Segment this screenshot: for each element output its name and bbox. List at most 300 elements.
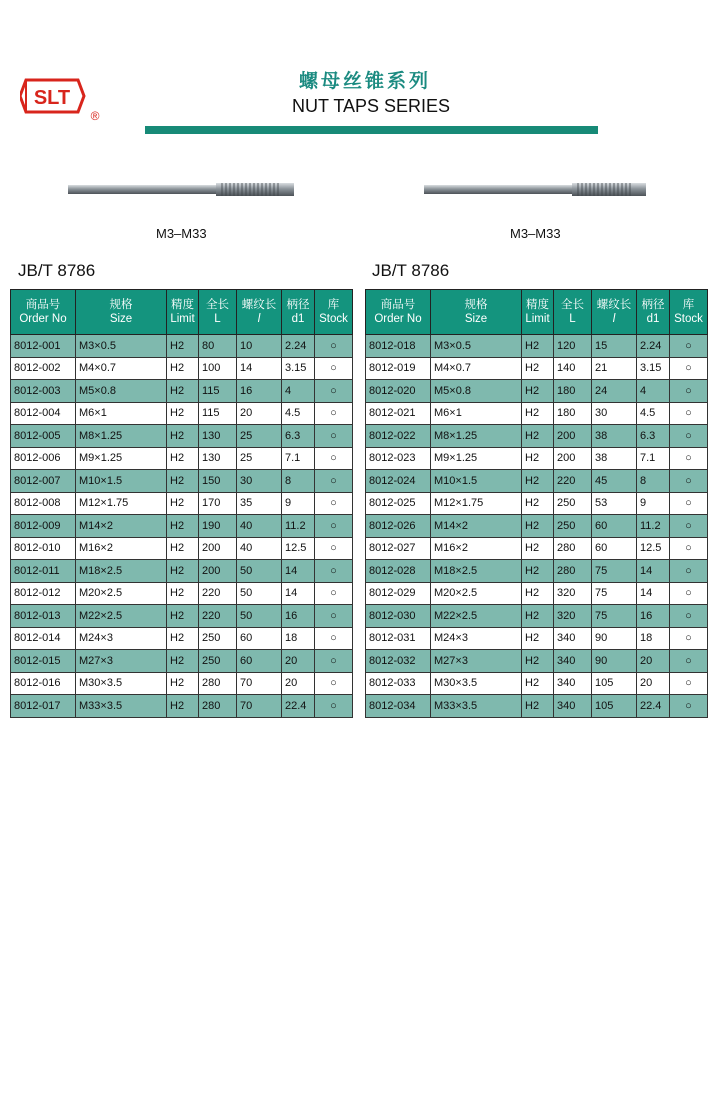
cell-limit: H2 <box>167 335 199 358</box>
header-en-label: Stock <box>319 313 348 325</box>
cell-shank-dia: 2.24 <box>637 335 670 358</box>
cell-thread-length: 60 <box>237 650 282 673</box>
cell-stock: ○ <box>315 537 353 560</box>
header-cn-label: 商品号 <box>380 299 416 311</box>
cell-limit: H2 <box>167 470 199 493</box>
cell-order-no: 8012-012 <box>11 582 76 605</box>
cell-length: 340 <box>554 672 592 695</box>
header-en-label: L <box>569 313 576 325</box>
cell-size: M10×1.5 <box>431 470 522 493</box>
cell-length: 180 <box>554 402 592 425</box>
cell-length: 100 <box>199 357 237 380</box>
table-row <box>11 537 353 560</box>
cell-thread-length: 45 <box>592 470 637 493</box>
cell-stock: ○ <box>670 492 708 515</box>
header-cn-label: 精度 <box>171 299 194 311</box>
cell-length: 190 <box>199 515 237 538</box>
cell-length: 130 <box>199 447 237 470</box>
header-order-no <box>11 290 76 335</box>
cell-stock: ○ <box>315 335 353 358</box>
cell-limit: H2 <box>522 695 554 718</box>
cell-order-no: 8012-018 <box>366 335 431 358</box>
header-en-label: Stock <box>674 313 703 325</box>
header-length <box>199 290 237 335</box>
cell-limit: H2 <box>522 470 554 493</box>
cell-length: 320 <box>554 582 592 605</box>
cell-order-no: 8012-019 <box>366 357 431 380</box>
table-row <box>11 582 353 605</box>
cell-shank-dia: 2.24 <box>282 335 315 358</box>
title-underline-bar <box>145 126 598 134</box>
cell-limit: H2 <box>522 380 554 403</box>
cell-shank-dia: 12.5 <box>637 537 670 560</box>
cell-order-no: 8012-021 <box>366 402 431 425</box>
table-row <box>366 582 708 605</box>
cell-size: M3×0.5 <box>76 335 167 358</box>
cell-limit: H2 <box>522 425 554 448</box>
size-range-left: M3–M33 <box>156 226 207 241</box>
cell-thread-length: 14 <box>237 357 282 380</box>
cell-size: M22×2.5 <box>76 605 167 628</box>
header-en-label: d1 <box>646 313 660 325</box>
cell-stock: ○ <box>315 695 353 718</box>
cell-limit: H2 <box>167 537 199 560</box>
cell-thread-length: 25 <box>237 447 282 470</box>
cell-thread-length: 30 <box>592 402 637 425</box>
cell-size: M5×0.8 <box>431 380 522 403</box>
cell-thread-length: 15 <box>592 335 637 358</box>
cell-size: M16×2 <box>76 537 167 560</box>
cell-limit: H2 <box>167 515 199 538</box>
cell-thread-length: 60 <box>237 627 282 650</box>
cell-limit: H2 <box>167 492 199 515</box>
table-row <box>366 335 708 358</box>
cell-stock: ○ <box>315 672 353 695</box>
cell-shank-dia: 3.15 <box>637 357 670 380</box>
cell-size: M6×1 <box>76 402 167 425</box>
cell-thread-length: 30 <box>237 470 282 493</box>
cell-thread-length: 75 <box>592 560 637 583</box>
table-row <box>366 537 708 560</box>
cell-shank-dia: 6.3 <box>282 425 315 448</box>
cell-thread-length: 50 <box>237 560 282 583</box>
table-row <box>366 560 708 583</box>
cell-length: 280 <box>554 560 592 583</box>
cell-shank-dia: 8 <box>282 470 315 493</box>
cell-thread-length: 53 <box>592 492 637 515</box>
cell-shank-dia: 11.2 <box>282 515 315 538</box>
cell-stock: ○ <box>670 672 708 695</box>
cell-length: 130 <box>199 425 237 448</box>
cell-shank-dia: 6.3 <box>637 425 670 448</box>
cell-order-no: 8012-029 <box>366 582 431 605</box>
table-row <box>11 357 353 380</box>
header-stock <box>670 290 708 335</box>
cell-thread-length: 50 <box>237 582 282 605</box>
page-title-en: NUT TAPS SERIES <box>291 96 451 116</box>
table-row <box>11 605 353 628</box>
cell-order-no: 8012-015 <box>11 650 76 673</box>
cell-size: M24×3 <box>431 627 522 650</box>
cell-shank-dia: 20 <box>282 672 315 695</box>
header-cn-label: 规格 <box>109 299 133 311</box>
cell-thread-length: 25 <box>237 425 282 448</box>
cell-order-no: 8012-025 <box>366 492 431 515</box>
cell-length: 340 <box>554 627 592 650</box>
cell-size: M9×1.25 <box>431 447 522 470</box>
cell-shank-dia: 20 <box>637 650 670 673</box>
cell-shank-dia: 9 <box>637 492 670 515</box>
cell-stock: ○ <box>315 582 353 605</box>
cell-order-no: 8012-030 <box>366 605 431 628</box>
cell-thread-length: 10 <box>237 335 282 358</box>
cell-stock: ○ <box>315 605 353 628</box>
cell-limit: H2 <box>522 515 554 538</box>
cell-stock: ○ <box>315 357 353 380</box>
table-row <box>366 402 708 425</box>
table-row <box>11 470 353 493</box>
cell-limit: H2 <box>167 357 199 380</box>
table-row <box>366 650 708 673</box>
cell-stock: ○ <box>315 515 353 538</box>
cell-stock: ○ <box>670 335 708 358</box>
header-en-label: l <box>612 313 616 325</box>
cell-stock: ○ <box>670 402 708 425</box>
cell-order-no: 8012-032 <box>366 650 431 673</box>
header-en-label: l <box>257 313 261 325</box>
header-limit <box>167 290 199 335</box>
cell-thread-length: 90 <box>592 627 637 650</box>
cell-shank-dia: 9 <box>282 492 315 515</box>
cell-shank-dia: 14 <box>282 582 315 605</box>
header-cn-label: 螺纹长 <box>596 299 632 311</box>
cell-length: 115 <box>199 380 237 403</box>
table-row <box>366 425 708 448</box>
cell-size: M30×3.5 <box>431 672 522 695</box>
table-row <box>366 605 708 628</box>
cell-size: M12×1.75 <box>431 492 522 515</box>
cell-size: M30×3.5 <box>76 672 167 695</box>
cell-length: 250 <box>199 627 237 650</box>
cell-size: M9×1.25 <box>76 447 167 470</box>
cell-thread-length: 75 <box>592 605 637 628</box>
cell-shank-dia: 18 <box>282 627 315 650</box>
standard-label-right: JB/T 8786 <box>372 261 450 280</box>
cell-order-no: 8012-002 <box>11 357 76 380</box>
cell-limit: H2 <box>522 537 554 560</box>
cell-order-no: 8012-004 <box>11 402 76 425</box>
cell-limit: H2 <box>522 582 554 605</box>
cell-length: 280 <box>554 537 592 560</box>
cell-size: M8×1.25 <box>76 425 167 448</box>
cell-length: 220 <box>199 605 237 628</box>
cell-order-no: 8012-033 <box>366 672 431 695</box>
cell-size: M33×3.5 <box>431 695 522 718</box>
cell-limit: H2 <box>522 402 554 425</box>
table-row <box>366 492 708 515</box>
header-thread-length <box>237 290 282 335</box>
cell-size: M16×2 <box>431 537 522 560</box>
table-row <box>11 402 353 425</box>
cell-length: 320 <box>554 605 592 628</box>
header-stock <box>315 290 353 335</box>
cell-shank-dia: 8 <box>637 470 670 493</box>
cell-stock: ○ <box>670 650 708 673</box>
cell-order-no: 8012-016 <box>11 672 76 695</box>
header-en-label: d1 <box>291 313 305 325</box>
cell-stock: ○ <box>670 515 708 538</box>
cell-shank-dia: 12.5 <box>282 537 315 560</box>
header-size <box>431 290 522 335</box>
header-shank-dia <box>282 290 315 335</box>
cell-thread-length: 38 <box>592 425 637 448</box>
header-en-label: Limit <box>525 313 550 325</box>
cell-limit: H2 <box>167 695 199 718</box>
cell-length: 180 <box>554 380 592 403</box>
cell-stock: ○ <box>670 357 708 380</box>
cell-shank-dia: 20 <box>637 672 670 695</box>
table-row <box>366 627 708 650</box>
cell-size: M4×0.7 <box>76 357 167 380</box>
cell-order-no: 8012-020 <box>366 380 431 403</box>
cell-size: M18×2.5 <box>76 560 167 583</box>
cell-shank-dia: 14 <box>637 560 670 583</box>
cell-limit: H2 <box>167 582 199 605</box>
table-row <box>11 695 353 718</box>
table-row <box>11 335 353 358</box>
cell-stock: ○ <box>670 582 708 605</box>
table-row <box>11 425 353 448</box>
cell-size: M8×1.25 <box>431 425 522 448</box>
cell-limit: H2 <box>522 627 554 650</box>
cell-shank-dia: 14 <box>637 582 670 605</box>
cell-limit: H2 <box>522 650 554 673</box>
table-row <box>11 380 353 403</box>
cell-shank-dia: 7.1 <box>282 447 315 470</box>
cell-order-no: 8012-008 <box>11 492 76 515</box>
cell-stock: ○ <box>670 447 708 470</box>
header-en-label: Size <box>464 313 488 325</box>
cell-shank-dia: 22.4 <box>282 695 315 718</box>
header-cn-label: 全长 <box>561 299 584 311</box>
cell-size: M12×1.75 <box>76 492 167 515</box>
cell-stock: ○ <box>315 447 353 470</box>
cell-stock: ○ <box>670 560 708 583</box>
cell-order-no: 8012-005 <box>11 425 76 448</box>
cell-length: 280 <box>199 695 237 718</box>
header-length <box>554 290 592 335</box>
tap-illustration-left <box>66 180 296 200</box>
cell-stock: ○ <box>315 402 353 425</box>
cell-shank-dia: 3.15 <box>282 357 315 380</box>
header-shank-dia <box>637 290 670 335</box>
cell-length: 200 <box>554 447 592 470</box>
table-row <box>11 515 353 538</box>
cell-stock: ○ <box>670 627 708 650</box>
tap-illustration-right <box>422 180 652 200</box>
header-cn-label: 库 <box>327 299 340 311</box>
cell-limit: H2 <box>522 672 554 695</box>
cell-stock: ○ <box>315 560 353 583</box>
cell-order-no: 8012-024 <box>366 470 431 493</box>
logo-text: SLT <box>33 87 71 109</box>
cell-order-no: 8012-001 <box>11 335 76 358</box>
cell-length: 280 <box>199 672 237 695</box>
cell-shank-dia: 4.5 <box>282 402 315 425</box>
table-row <box>366 470 708 493</box>
cell-thread-length: 21 <box>592 357 637 380</box>
cell-length: 200 <box>199 560 237 583</box>
cell-shank-dia: 18 <box>637 627 670 650</box>
cell-stock: ○ <box>315 627 353 650</box>
cell-shank-dia: 11.2 <box>637 515 670 538</box>
cell-thread-length: 70 <box>237 695 282 718</box>
cell-length: 200 <box>554 425 592 448</box>
cell-length: 150 <box>199 470 237 493</box>
header-order-no <box>366 290 431 335</box>
cell-length: 250 <box>554 515 592 538</box>
table-row <box>366 515 708 538</box>
spec-table-right <box>365 289 708 718</box>
cell-order-no: 8012-011 <box>11 560 76 583</box>
header-en-label: L <box>214 313 221 325</box>
cell-shank-dia: 4 <box>282 380 315 403</box>
cell-thread-length: 40 <box>237 515 282 538</box>
table-row <box>11 447 353 470</box>
header-cn-label: 精度 <box>526 299 549 311</box>
cell-length: 120 <box>554 335 592 358</box>
cell-order-no: 8012-006 <box>11 447 76 470</box>
cell-shank-dia: 16 <box>637 605 670 628</box>
cell-order-no: 8012-007 <box>11 470 76 493</box>
cell-thread-length: 20 <box>237 402 282 425</box>
cell-shank-dia: 16 <box>282 605 315 628</box>
cell-size: M33×3.5 <box>76 695 167 718</box>
cell-size: M20×2.5 <box>76 582 167 605</box>
table-row <box>11 650 353 673</box>
header-cn-label: 规格 <box>464 299 488 311</box>
cell-length: 170 <box>199 492 237 515</box>
cell-limit: H2 <box>167 425 199 448</box>
cell-stock: ○ <box>670 425 708 448</box>
cell-limit: H2 <box>522 447 554 470</box>
cell-length: 340 <box>554 695 592 718</box>
cell-limit: H2 <box>522 605 554 628</box>
cell-stock: ○ <box>670 470 708 493</box>
cell-size: M3×0.5 <box>431 335 522 358</box>
header-en-label: Order No <box>374 313 422 325</box>
cell-limit: H2 <box>167 605 199 628</box>
standard-label-left: JB/T 8786 <box>18 261 96 280</box>
cell-size: M27×3 <box>76 650 167 673</box>
cell-stock: ○ <box>315 380 353 403</box>
cell-length: 220 <box>554 470 592 493</box>
cell-thread-length: 38 <box>592 447 637 470</box>
size-range-right: M3–M33 <box>510 226 561 241</box>
cell-thread-length: 16 <box>237 380 282 403</box>
cell-shank-dia: 4 <box>637 380 670 403</box>
cell-size: M20×2.5 <box>431 582 522 605</box>
table-row <box>366 695 708 718</box>
cell-limit: H2 <box>167 627 199 650</box>
cell-limit: H2 <box>167 380 199 403</box>
cell-size: M24×3 <box>76 627 167 650</box>
cell-size: M27×3 <box>431 650 522 673</box>
cell-stock: ○ <box>315 650 353 673</box>
table-row <box>366 672 708 695</box>
table-row <box>11 627 353 650</box>
cell-limit: H2 <box>522 357 554 380</box>
header-size <box>76 290 167 335</box>
header-cn-label: 柄径 <box>641 299 665 311</box>
cell-order-no: 8012-017 <box>11 695 76 718</box>
cell-stock: ○ <box>315 470 353 493</box>
cell-limit: H2 <box>522 335 554 358</box>
cell-order-no: 8012-013 <box>11 605 76 628</box>
cell-order-no: 8012-009 <box>11 515 76 538</box>
cell-thread-length: 75 <box>592 582 637 605</box>
cell-order-no: 8012-003 <box>11 380 76 403</box>
cell-order-no: 8012-026 <box>366 515 431 538</box>
table-header-row <box>366 290 708 335</box>
cell-order-no: 8012-010 <box>11 537 76 560</box>
cell-order-no: 8012-022 <box>366 425 431 448</box>
cell-stock: ○ <box>670 695 708 718</box>
cell-shank-dia: 14 <box>282 560 315 583</box>
cell-size: M4×0.7 <box>431 357 522 380</box>
header-cn-label: 商品号 <box>25 299 61 311</box>
cell-thread-length: 105 <box>592 695 637 718</box>
registered-mark: ® <box>90 109 100 123</box>
cell-order-no: 8012-028 <box>366 560 431 583</box>
header-en-label: Order No <box>19 313 67 325</box>
table-row <box>366 447 708 470</box>
cell-limit: H2 <box>167 560 199 583</box>
table-row <box>366 380 708 403</box>
cell-size: M5×0.8 <box>76 380 167 403</box>
cell-length: 250 <box>554 492 592 515</box>
cell-size: M14×2 <box>76 515 167 538</box>
cell-thread-length: 35 <box>237 492 282 515</box>
cell-size: M22×2.5 <box>431 605 522 628</box>
cell-limit: H2 <box>167 650 199 673</box>
table-row <box>11 492 353 515</box>
cell-limit: H2 <box>522 492 554 515</box>
page-title-cn: 螺母丝锥系列 <box>298 70 431 92</box>
cell-thread-length: 90 <box>592 650 637 673</box>
table-row <box>366 357 708 380</box>
cell-stock: ○ <box>670 380 708 403</box>
cell-shank-dia: 4.5 <box>637 402 670 425</box>
cell-size: M6×1 <box>431 402 522 425</box>
cell-thread-length: 60 <box>592 537 637 560</box>
table-row <box>11 560 353 583</box>
cell-limit: H2 <box>167 402 199 425</box>
cell-thread-length: 50 <box>237 605 282 628</box>
header-cn-label: 库 <box>682 299 695 311</box>
header-cn-label: 柄径 <box>286 299 310 311</box>
cell-limit: H2 <box>167 447 199 470</box>
header-thread-length <box>592 290 637 335</box>
table-header-row <box>11 290 353 335</box>
cell-shank-dia: 7.1 <box>637 447 670 470</box>
header-en-label: Limit <box>170 313 195 325</box>
cell-length: 200 <box>199 537 237 560</box>
header-cn-label: 全长 <box>206 299 229 311</box>
cell-order-no: 8012-023 <box>366 447 431 470</box>
cell-size: M14×2 <box>431 515 522 538</box>
cell-shank-dia: 22.4 <box>637 695 670 718</box>
